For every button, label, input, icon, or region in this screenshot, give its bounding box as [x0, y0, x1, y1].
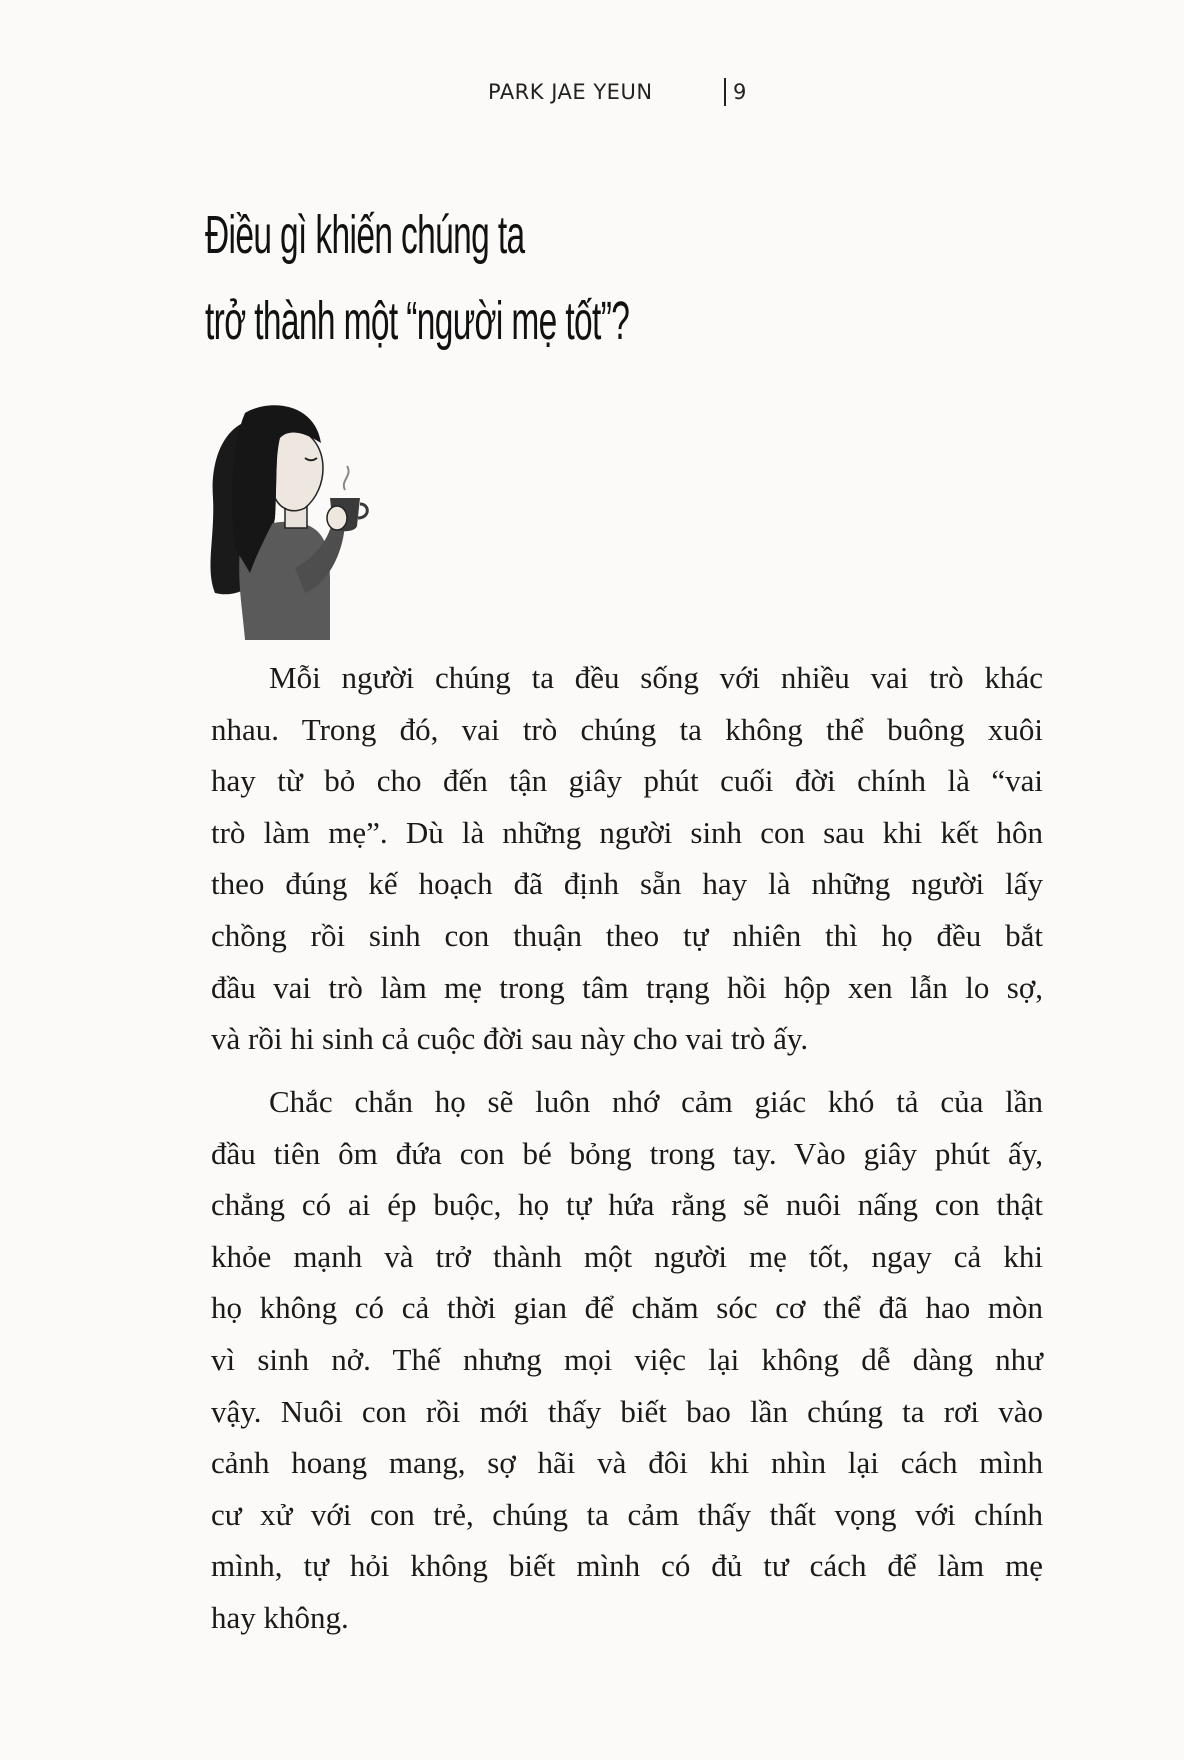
- text-line: cảnh hoang mang, sợ hãi và đôi khi nhìn lại cách mình: [211, 1445, 1043, 1481]
- text-line: hay không.: [211, 1599, 349, 1635]
- text-line: theo đúng kế hoạch đã định sẵn hay là những người lấy: [211, 866, 1043, 902]
- text-line: Chắc chắn họ sẽ luôn nhớ cảm giác khó tả của lần: [269, 1084, 1043, 1119]
- text-line: họ không có cả thời gian để chăm sóc cơ thể đã hao mòn: [211, 1290, 1043, 1326]
- text-line: đầu vai trò làm mẹ trong tâm trạng hồi hộp xen lẫn lo sợ,: [211, 969, 1043, 1005]
- text-line: chẳng có ai ép buộc, họ tự hứa rằng sẽ nuôi nấng con thật: [211, 1187, 1043, 1223]
- text-line: mình, tự hỏi không biết mình có đủ tư cách để làm mẹ: [211, 1548, 1043, 1584]
- header-divider: [724, 78, 726, 106]
- paragraph: [211, 652, 1043, 1065]
- text-line: Mỗi người chúng ta đều sống với nhiều vai trò khác: [269, 660, 1043, 695]
- text-line: và rồi hi sinh cả cuộc đời sau này cho vai trò ấy.: [211, 1021, 809, 1057]
- text-line: vì sinh nở. Thế nhưng mọi việc lại không dễ dàng như: [211, 1341, 1043, 1377]
- page-number: 9: [733, 80, 747, 104]
- chapter-title-line: Điều gì khiến chúng ta: [205, 205, 525, 265]
- text-line: hay từ bỏ cho đến tận giây phút cuối đời chính là “vai: [211, 763, 1043, 799]
- chapter-title-line: trở thành một “người mẹ tốt”?: [205, 291, 630, 351]
- text-line: khỏe mạnh và trở thành một người mẹ tốt, ngay cả khi: [211, 1238, 1043, 1274]
- text-line: vậy. Nuôi con rồi mới thấy biết bao lần chúng ta rơi vào: [211, 1393, 1043, 1429]
- text-line: đầu tiên ôm đứa con bé bỏng trong tay. Vào giây phút ấy,: [211, 1135, 1043, 1171]
- text-line: nhau. Trong đó, vai trò chúng ta không thể buông xuôi: [211, 711, 1043, 747]
- text-line: chồng rồi sinh con thuận theo tự nhiên thì họ đều bắt: [211, 917, 1043, 953]
- running-header: [0, 78, 1184, 108]
- chapter-title: [205, 192, 629, 364]
- running-header-author: PARK JAE YEUN: [488, 80, 653, 104]
- paragraph: [211, 1076, 1043, 1644]
- text-line: trò làm mẹ”. Dù là những người sinh con sau khi kết hôn: [211, 814, 1043, 850]
- text-line: cư xử với con trẻ, chúng ta cảm thấy thất vọng với chính: [211, 1496, 1043, 1532]
- woman-drinking-tea-illustration: [205, 398, 415, 640]
